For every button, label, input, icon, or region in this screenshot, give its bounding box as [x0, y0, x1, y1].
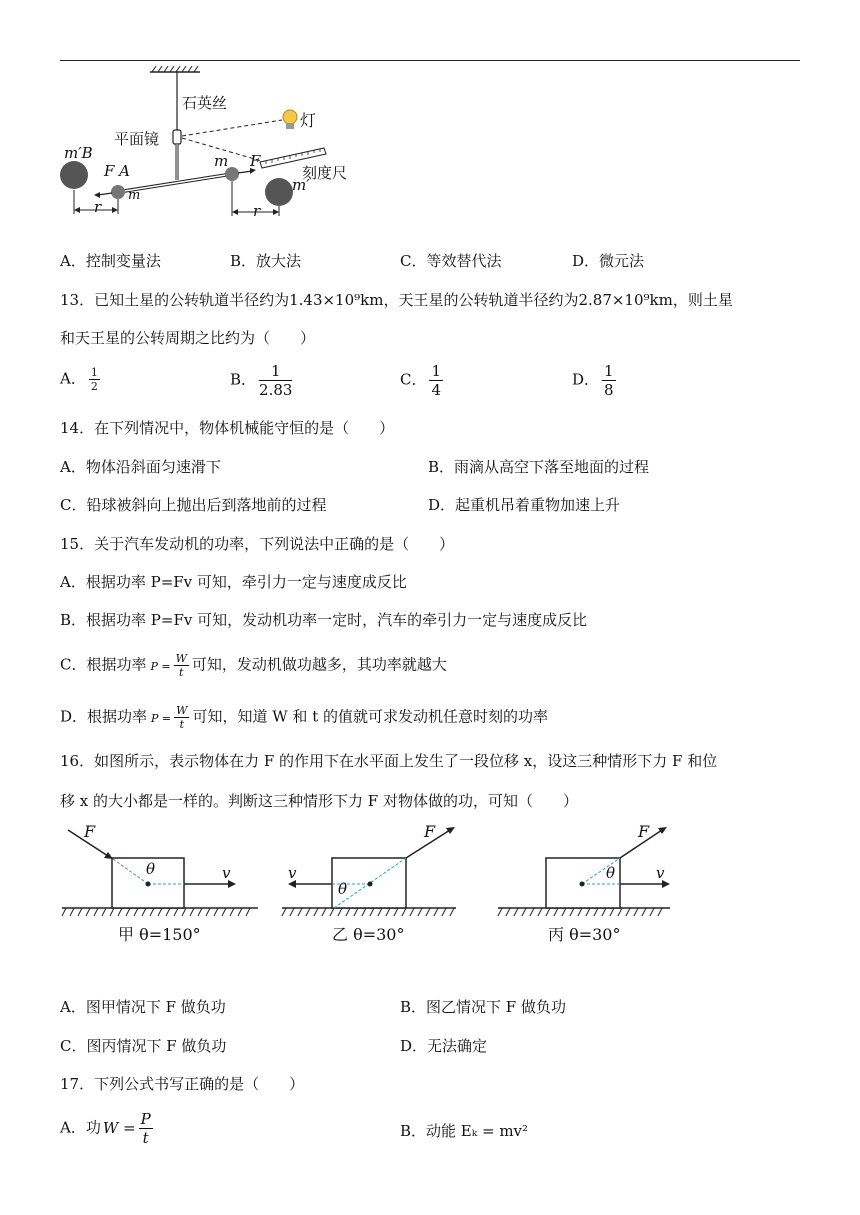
- q13-option-d: D． $\frac{1}{8}$: [572, 362, 614, 399]
- q16-line1: 16．如图所示，表示物体在力 F 的作用下在水平面上发生了一段位移 x，设这三种情形下力 F 和位: [60, 752, 718, 770]
- q16-line2: 移 x 的大小都是一样的。判断这三种情形下力 F 对物体做的功，可知（ ）: [60, 792, 578, 810]
- label-m-left: m: [128, 188, 141, 203]
- label-m-right: m: [214, 152, 229, 170]
- label-FA: F A: [104, 162, 131, 180]
- label-lamp: 灯: [300, 111, 317, 130]
- q16-option-a: A．图甲情况下 F 做负功: [60, 998, 226, 1016]
- q17-a-fraction: $\frac{P}{t}$: [140, 1110, 151, 1147]
- q13-c-fraction: $\frac{1}{4}$: [431, 362, 442, 399]
- q13-option-c: C． $\frac{1}{4}$: [400, 362, 442, 399]
- label-mirror: 平面镜: [114, 130, 160, 148]
- q16-yi-F: F: [424, 822, 436, 841]
- label-r-right: r: [253, 202, 261, 220]
- q15-d-fraction: $\frac{W}{t}$: [176, 704, 188, 731]
- q16-bing-theta: θ: [606, 864, 616, 882]
- q15-c-fraction: $\frac{W}{t}$: [175, 652, 187, 679]
- q16-bing-F: F: [638, 822, 650, 841]
- q17-option-a: A．功 W = $\frac{P}{t}$: [60, 1110, 151, 1147]
- q16-option-d: D．无法确定: [400, 1037, 488, 1055]
- q13-line2: 和天王星的公转周期之比约为（ ）: [60, 329, 316, 347]
- q14-option-c: C．铅球被斜向上抛出后到落地前的过程: [60, 496, 327, 514]
- q16-option-c: C．图丙情况下 F 做负功: [60, 1037, 227, 1055]
- label-mB: m′B: [64, 144, 93, 162]
- q12-option-a: A．控制变量法: [60, 252, 161, 270]
- q17-stem: 17．下列公式书写正确的是（ ）: [60, 1075, 305, 1093]
- q12-option-d: D．微元法: [572, 252, 645, 270]
- q15-option-c: C．根据功率 P = $\frac{W}{t}$ 可知，发动机做功越多，其功率就越大: [60, 652, 447, 679]
- q14-option-a: A．物体沿斜面匀速滑下: [60, 458, 221, 476]
- q16-jia-caption: 甲 θ=150°: [118, 925, 201, 944]
- label-scale: 刻度尺: [302, 164, 348, 182]
- label-m-prime: m′: [292, 176, 310, 194]
- q13-option-b: B． $\frac{1}{2.83}$: [230, 362, 293, 399]
- q15-stem: 15．关于汽车发动机的功率，下列说法中正确的是（ ）: [60, 535, 455, 553]
- q13-option-a: A． $\frac{1}{2}$: [60, 366, 98, 393]
- q16-jia-v: v: [222, 864, 231, 882]
- q16-jia-theta: θ: [146, 860, 156, 878]
- q14-stem: 14．在下列情况中，物体机械能守恒的是（ ）: [60, 419, 395, 437]
- q13-d-fraction: $\frac{1}{8}$: [604, 362, 614, 399]
- q16-bing-v: v: [656, 864, 665, 882]
- q16-option-b: B．图乙情况下 F 做负功: [400, 998, 566, 1016]
- q16-figure-yi: [278, 820, 478, 920]
- label-quartz: 石英丝: [182, 94, 228, 112]
- label-F-right: F: [250, 152, 261, 170]
- q16-jia-F: F: [84, 822, 96, 841]
- q12-option-c: C．等效替代法: [400, 252, 502, 270]
- q14-option-b: B．雨滴从高空下落至地面的过程: [428, 458, 650, 476]
- q16-bing-caption: 丙 θ=30°: [548, 925, 621, 944]
- q16-yi-caption: 乙 θ=30°: [332, 925, 405, 944]
- q15-option-d: D．根据功率 P = $\frac{W}{t}$ 可知，知道 W 和 t 的值就可求发动机任意时刻的功率: [60, 704, 548, 731]
- q13-line1: 13．已知土星的公转轨道半径约为1.43×10⁹km，天王星的公转轨道半径约为2.87×10⁹km，则土星: [60, 291, 733, 309]
- q12-option-b: B．放大法: [230, 252, 302, 270]
- torsion-balance-figure: [60, 62, 380, 237]
- q13-a-fraction: $\frac{1}{2}$: [90, 366, 98, 393]
- label-r-left: r: [94, 198, 102, 216]
- q17-option-b: B．动能 Eₖ = mv²: [400, 1122, 529, 1140]
- q15-option-b: B．根据功率 P=Fv 可知，发动机功率一定时，汽车的牵引力一定与速度成反比: [60, 611, 588, 629]
- q14-option-d: D．起重机吊着重物加速上升: [428, 496, 621, 514]
- header-rule: [60, 60, 800, 61]
- q15-option-a: A．根据功率 P=Fv 可知，牵引力一定与速度成反比: [60, 573, 407, 591]
- q13-b-fraction: $\frac{1}{2.83}$: [259, 362, 293, 399]
- q16-yi-v: v: [288, 864, 297, 882]
- q16-yi-theta: θ: [338, 880, 348, 898]
